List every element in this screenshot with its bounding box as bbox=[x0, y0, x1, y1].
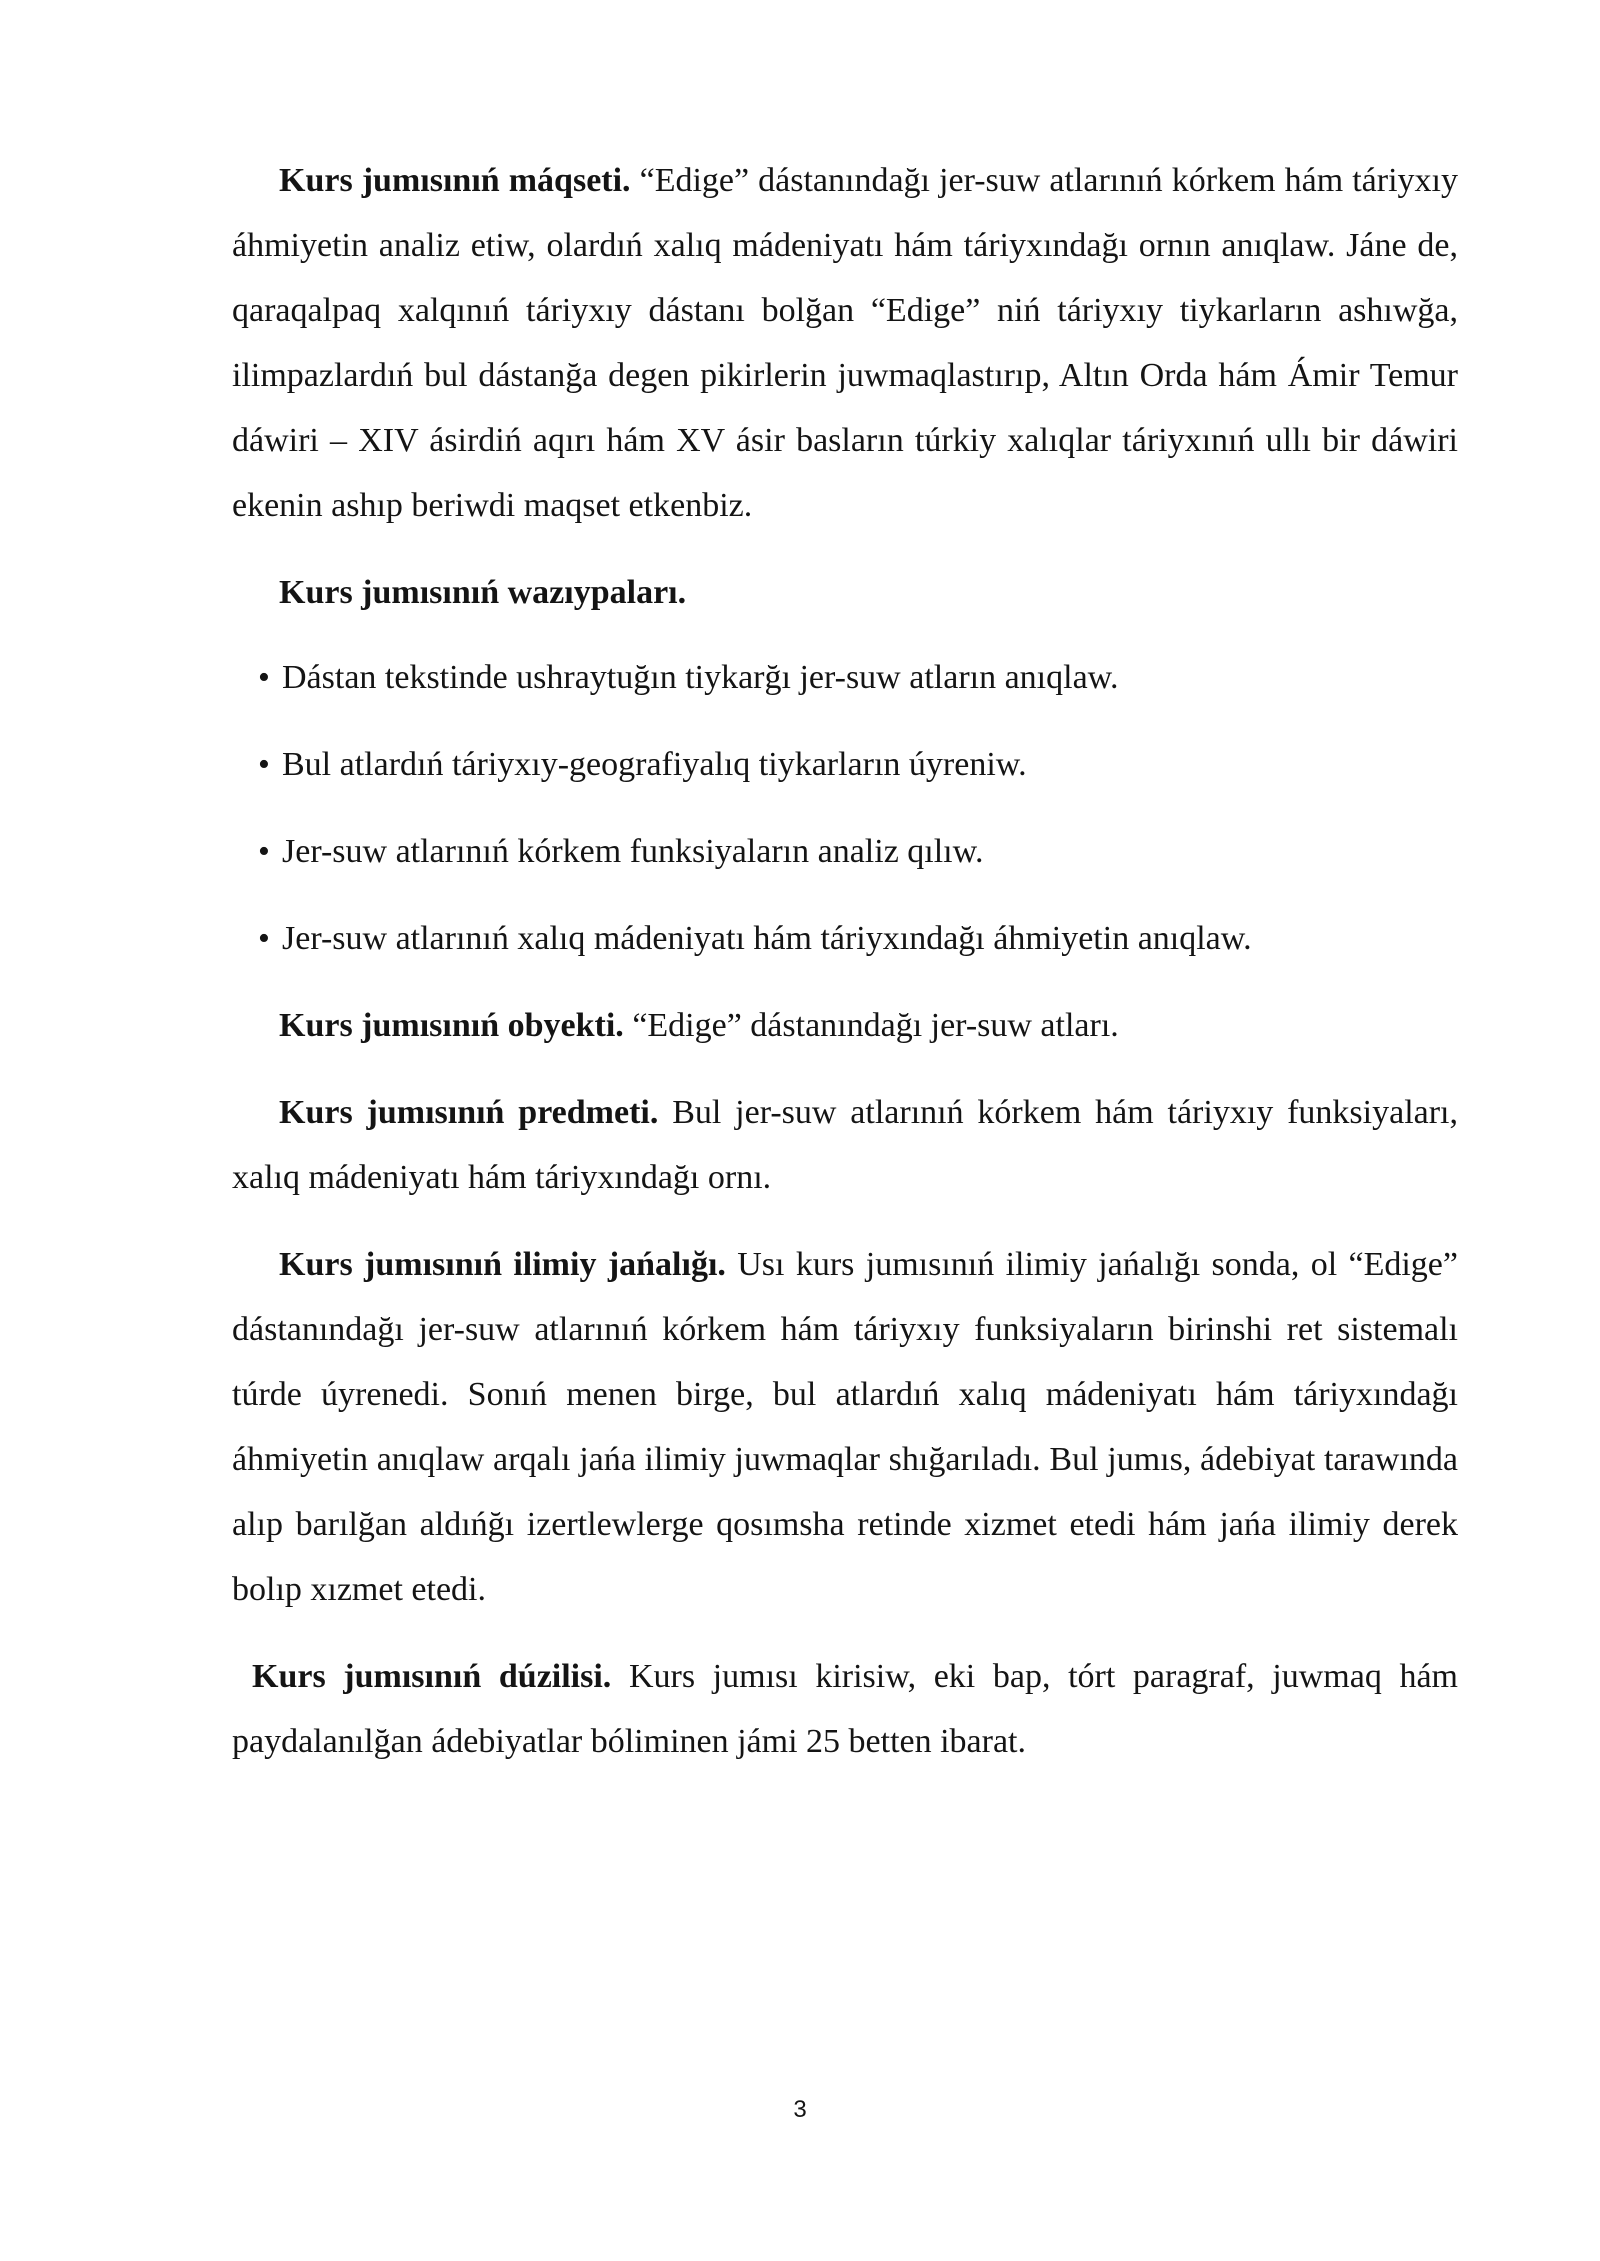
structure-paragraph bbox=[232, 1644, 1458, 1774]
list-item bbox=[232, 819, 1458, 884]
bullet-icon: • bbox=[258, 659, 270, 696]
list-item-text: Jer-suw atlarınıń xalıq mádeniyatı hám táriyxındağı áhmiyetin anıqlaw. bbox=[282, 920, 1252, 957]
tasks-heading: Kurs jumısınıń wazıypaları. bbox=[279, 574, 687, 611]
structure-text: Kurs jumısı kirisiw, eki bap, tórt paragraf, juwmaq hám paydalanılğan ádebiyatlar bóliminen jámi 25 betten ibarat. bbox=[232, 1658, 1458, 1760]
list-item-text: Jer-suw atlarınıń kórkem funksiyaların analiz qılıw. bbox=[282, 833, 984, 870]
list-item-text: Bul atlardıń táriyxıy-geografiyalıq tiykarların úyreniw. bbox=[282, 746, 1027, 783]
page-number: 3 bbox=[793, 2096, 807, 2123]
list-item bbox=[232, 906, 1458, 971]
goal-paragraph bbox=[232, 148, 1458, 538]
novelty-text: Usı kurs jumısınıń ilimiy jańalığı sonda, ol “Edige” dástanındağı jer-suw atlarınıń kórkem hám táriyxıy funksiyaların birinshi ret sistemalı túrde úyrenedi. Sonıń menen birge, bul atlardıń xalıq mádeniyatı hám táriyxındağı áhmiyetin anıqlaw arqalı jańa ilimiy juwmaqlar shığarıladı. Bul jumıs, ádebiyat tarawında alıp barılğan aldıńğı izertlewlerge qosımsha retinde xizmet etedi hám jańa ilimiy derek bolıp xızmet etedi. bbox=[232, 1246, 1458, 1608]
object-text: “Edige” dástanındağı jer-suw atları. bbox=[623, 1007, 1119, 1044]
tasks-list bbox=[232, 645, 1458, 971]
bullet-icon: • bbox=[258, 833, 270, 870]
novelty-heading: Kurs jumısınıń ilimiy jańalığı. bbox=[279, 1246, 726, 1283]
subject-text: Bul jer-suw atlarınıń kórkem hám táriyxıy funksiyaları, xalıq mádeniyatı hám táriyxındağı ornı. bbox=[232, 1094, 1459, 1196]
novelty-paragraph bbox=[232, 1232, 1458, 1622]
goal-text: “Edige” dástanındağı jer-suw atlarınıń kórkem hám táriyxıy áhmiyetin analiz etiw, olardıń xalıq mádeniyatı hám táriyxındağı ornın anıqlaw. Jáne de, qaraqalpaq xalqınıń táriyxıy dástanı bolğan “Edige” niń táriyxıy tiykarların ashıwğa, ilimpazlardıń bul dástanğa degen pikirlerin juwmaqlastırıp, Altın Orda hám Ámir Temur dáwiri – XIV ásirdiń aqırı hám XV ásir basların túrkiy xalıqlar táriyxınıń ullı bir dáwiri ekenin ashıp beriwdi maqset etkenbiz. bbox=[232, 162, 1458, 524]
object-heading: Kurs jumısınıń obyekti. bbox=[279, 1007, 624, 1044]
subject-heading: Kurs jumısınıń predmeti. bbox=[279, 1094, 659, 1131]
object-paragraph bbox=[232, 993, 1458, 1058]
bullet-icon: • bbox=[258, 920, 270, 957]
bullet-icon: • bbox=[258, 746, 270, 783]
page-content bbox=[232, 148, 1458, 1774]
structure-heading: Kurs jumısınıń dúzilisi. bbox=[252, 1658, 612, 1695]
goal-heading: Kurs jumısınıń máqseti. bbox=[279, 162, 631, 199]
list-item bbox=[232, 645, 1458, 710]
list-item bbox=[232, 732, 1458, 797]
subject-paragraph bbox=[232, 1080, 1458, 1210]
list-item-text: Dástan tekstinde ushraytuğın tiykarğı jer-suw atların anıqlaw. bbox=[282, 659, 1119, 696]
